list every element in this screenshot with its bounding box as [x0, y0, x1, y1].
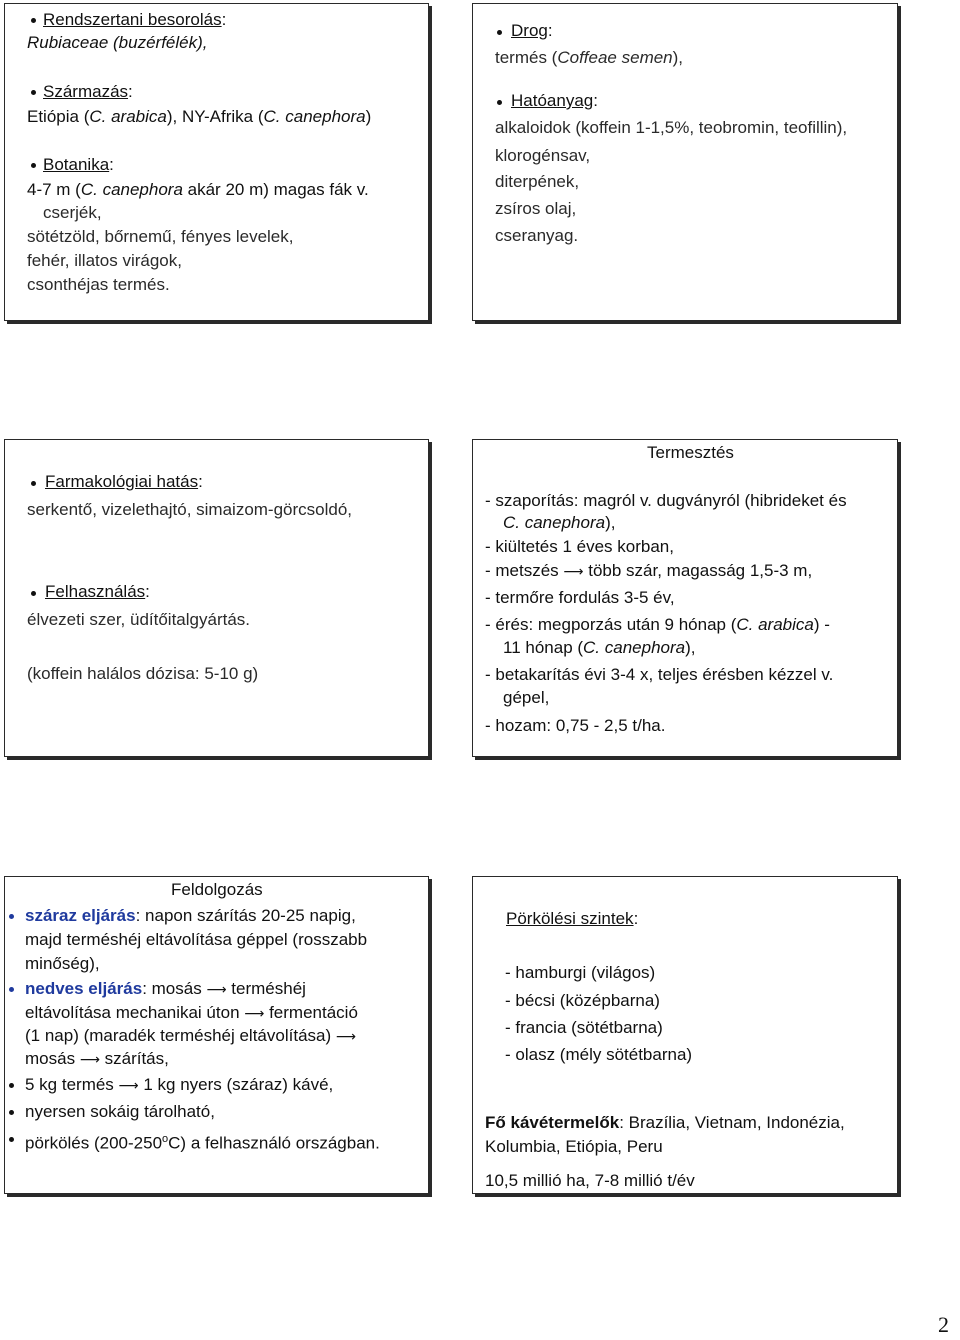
farmakologia-label: Farmakológiai hatás	[45, 472, 199, 491]
hatoanyag-label: Hatóanyag	[511, 91, 594, 110]
processing-line: mosás ⟶ szárítás,	[25, 1049, 169, 1068]
slide-title: Termesztés	[647, 443, 734, 462]
processing-line: nyersen sokáig tárolható,	[25, 1102, 215, 1121]
rendszertani-value: Rubiaceae (buzérfélék),	[27, 33, 208, 52]
felhasznalas-label: Felhasználás	[45, 582, 146, 601]
felhasznalas-value: élvezeti szer, üdítőitalgyártás.	[27, 610, 251, 629]
botanika-line: cserjék,	[43, 203, 102, 222]
bullet-icon	[497, 30, 502, 35]
area-line: 10,5 millió ha, 7-8 millió t/év	[485, 1171, 695, 1190]
cultivation-line: - szaporítás: magról v. dugványról (hibrideket és	[485, 491, 847, 510]
cultivation-line: gépel,	[503, 688, 550, 707]
processing-line: minőség),	[25, 954, 100, 973]
botanika-line: sötétzöld, bőrnemű, fényes levelek,	[27, 227, 294, 246]
hatoanyag-line: cseranyag.	[495, 226, 579, 245]
processing-line: eltávolítása mechanikai úton ⟶ fermentáció	[25, 1003, 358, 1022]
drog-value: termés (Coffeae semen),	[495, 48, 684, 67]
hatoanyag-line: diterpének,	[495, 172, 580, 191]
bullet-icon	[9, 1110, 14, 1115]
farmakologia-value: serkentő, vizelethajtó, simaizom-görcsoldó,	[27, 500, 353, 519]
slide-drug: Drog: termés (Coffeae semen), Hatóanyag: alkaloidok (koffein 1-1,5%, teobromin, teofillin), klorogénsav, diterpének, zsíros olaj, cseranyag.	[472, 3, 898, 321]
hatoanyag-line: klorogénsav,	[495, 146, 591, 165]
bullet-icon	[9, 1083, 14, 1088]
roasting-level: - bécsi (középbarna)	[505, 991, 660, 1010]
bullet-icon	[9, 914, 14, 919]
cultivation-line: - érés: megporzás után 9 hónap (C. arabica) -	[485, 615, 830, 634]
arrow-right-icon: ⟶	[206, 982, 227, 998]
arrow-right-icon: ⟶	[563, 564, 584, 580]
bullet-icon	[31, 90, 36, 95]
arrow-right-icon: ⟶	[335, 1029, 356, 1045]
hatoanyag-line: zsíros olaj,	[495, 199, 577, 218]
lethal-dose-note: (koffein halálos dózisa: 5-10 g)	[27, 664, 259, 683]
botanika-line: csonthéjas termés.	[27, 275, 170, 294]
slide-roasting: Pörkölési szintek: - hamburgi (világos) - bécsi (középbarna) - francia (sötétbarna) - olasz (mély sötétbarna) Fő kávétermelők: Brazília, Vietnam, Indonézia, Kolumbia, Etiópia, Peru 10,5 millió ha, 7-8 millió t/év	[472, 876, 898, 1194]
slide-taxonomy: Rendszertani besorolás: Rubiaceae (buzérfélék), Származás: Etiópia (C. arabica), NY-Afrika (C. canephora) Botanika: 4-7 m (C. canephora akár 20 m) magas fák v. cserjék, sötétzöld, bőrnemű, fényes levelek, fehér, illatos virágok, csonthéjas termés.	[4, 3, 429, 321]
roasting-level: - hamburgi (világos)	[505, 963, 656, 982]
szarmazas-value: Etiópia (C. arabica), NY-Afrika (C. canephora)	[27, 107, 372, 126]
bullet-icon	[31, 18, 36, 23]
botanika-label: Botanika	[43, 155, 110, 174]
cultivation-line: - hozam: 0,75 - 2,5 t/ha.	[485, 716, 666, 735]
roasting-level: - francia (sötétbarna)	[505, 1018, 663, 1037]
bullet-icon	[9, 1137, 14, 1142]
szarmazas-label: Származás	[43, 82, 129, 101]
slide-cultivation	[472, 439, 898, 757]
bullet-icon	[31, 591, 36, 596]
hatoanyag-line: alkaloidok (koffein 1-1,5%, teobromin, teofillin),	[495, 118, 848, 137]
bullet-icon	[31, 481, 36, 486]
roasting-title: Pörkölési szintek	[506, 909, 634, 928]
arrow-right-icon: ⟶	[244, 1006, 265, 1022]
processing-line: száraz eljárás: napon szárítás 20-25 napig,	[25, 906, 356, 925]
cultivation-line: - kiültetés 1 éves korban,	[485, 537, 674, 556]
cultivation-line: - termőre fordulás 3-5 év,	[485, 588, 675, 607]
arrow-right-icon: ⟶	[118, 1078, 139, 1094]
bullet-icon	[31, 163, 36, 168]
processing-line: (1 nap) (maradék terméshéj eltávolítása) ⟶	[25, 1026, 356, 1045]
botanika-line: fehér, illatos virágok,	[27, 251, 182, 270]
processing-line: nedves eljárás: mosás ⟶ terméshéj	[25, 979, 306, 998]
drog-label: Drog	[511, 21, 548, 40]
slide-pharmacology: Farmakológiai hatás: serkentő, vizelethajtó, simaizom-görcsoldó, Felhasználás: élvezeti szer, üdítőitalgyártás. (koffein halálos dózisa: 5-10 g)	[4, 439, 429, 757]
processing-line: 5 kg termés ⟶ 1 kg nyers (száraz) kávé,	[25, 1075, 334, 1094]
botanika-line: 4-7 m (C. canephora akár 20 m) magas fák v.	[27, 180, 369, 199]
cultivation-line: - metszés ⟶ több szár, magasság 1,5-3 m,	[485, 561, 813, 580]
slide-processing	[4, 876, 429, 1194]
bullet-icon	[9, 987, 14, 992]
roasting-level: - olasz (mély sötétbarna)	[505, 1045, 693, 1064]
cultivation-line: 11 hónap (C. canephora),	[503, 638, 696, 657]
bullet-icon	[497, 100, 502, 105]
cultivation-line: C. canephora),	[503, 513, 616, 532]
cultivation-line: - betakarítás évi 3-4 x, teljes érésben kézzel v.	[485, 665, 834, 684]
rendszertani-label: Rendszertani besorolás	[43, 10, 222, 29]
processing-line: majd terméshéj eltávolítása géppel (rosszabb	[25, 930, 368, 949]
arrow-right-icon: ⟶	[79, 1052, 100, 1068]
processing-line: pörkölés (200-250$^o$C) a felhasználó országban.	[25, 1133, 380, 1153]
page-number: 2	[938, 1312, 949, 1337]
producers-line: Kolumbia, Etiópia, Peru	[485, 1137, 663, 1156]
producers-line: Fő kávétermelők: Brazília, Vietnam, Indonézia,	[485, 1113, 845, 1132]
slide-title: Feldolgozás	[171, 880, 263, 899]
